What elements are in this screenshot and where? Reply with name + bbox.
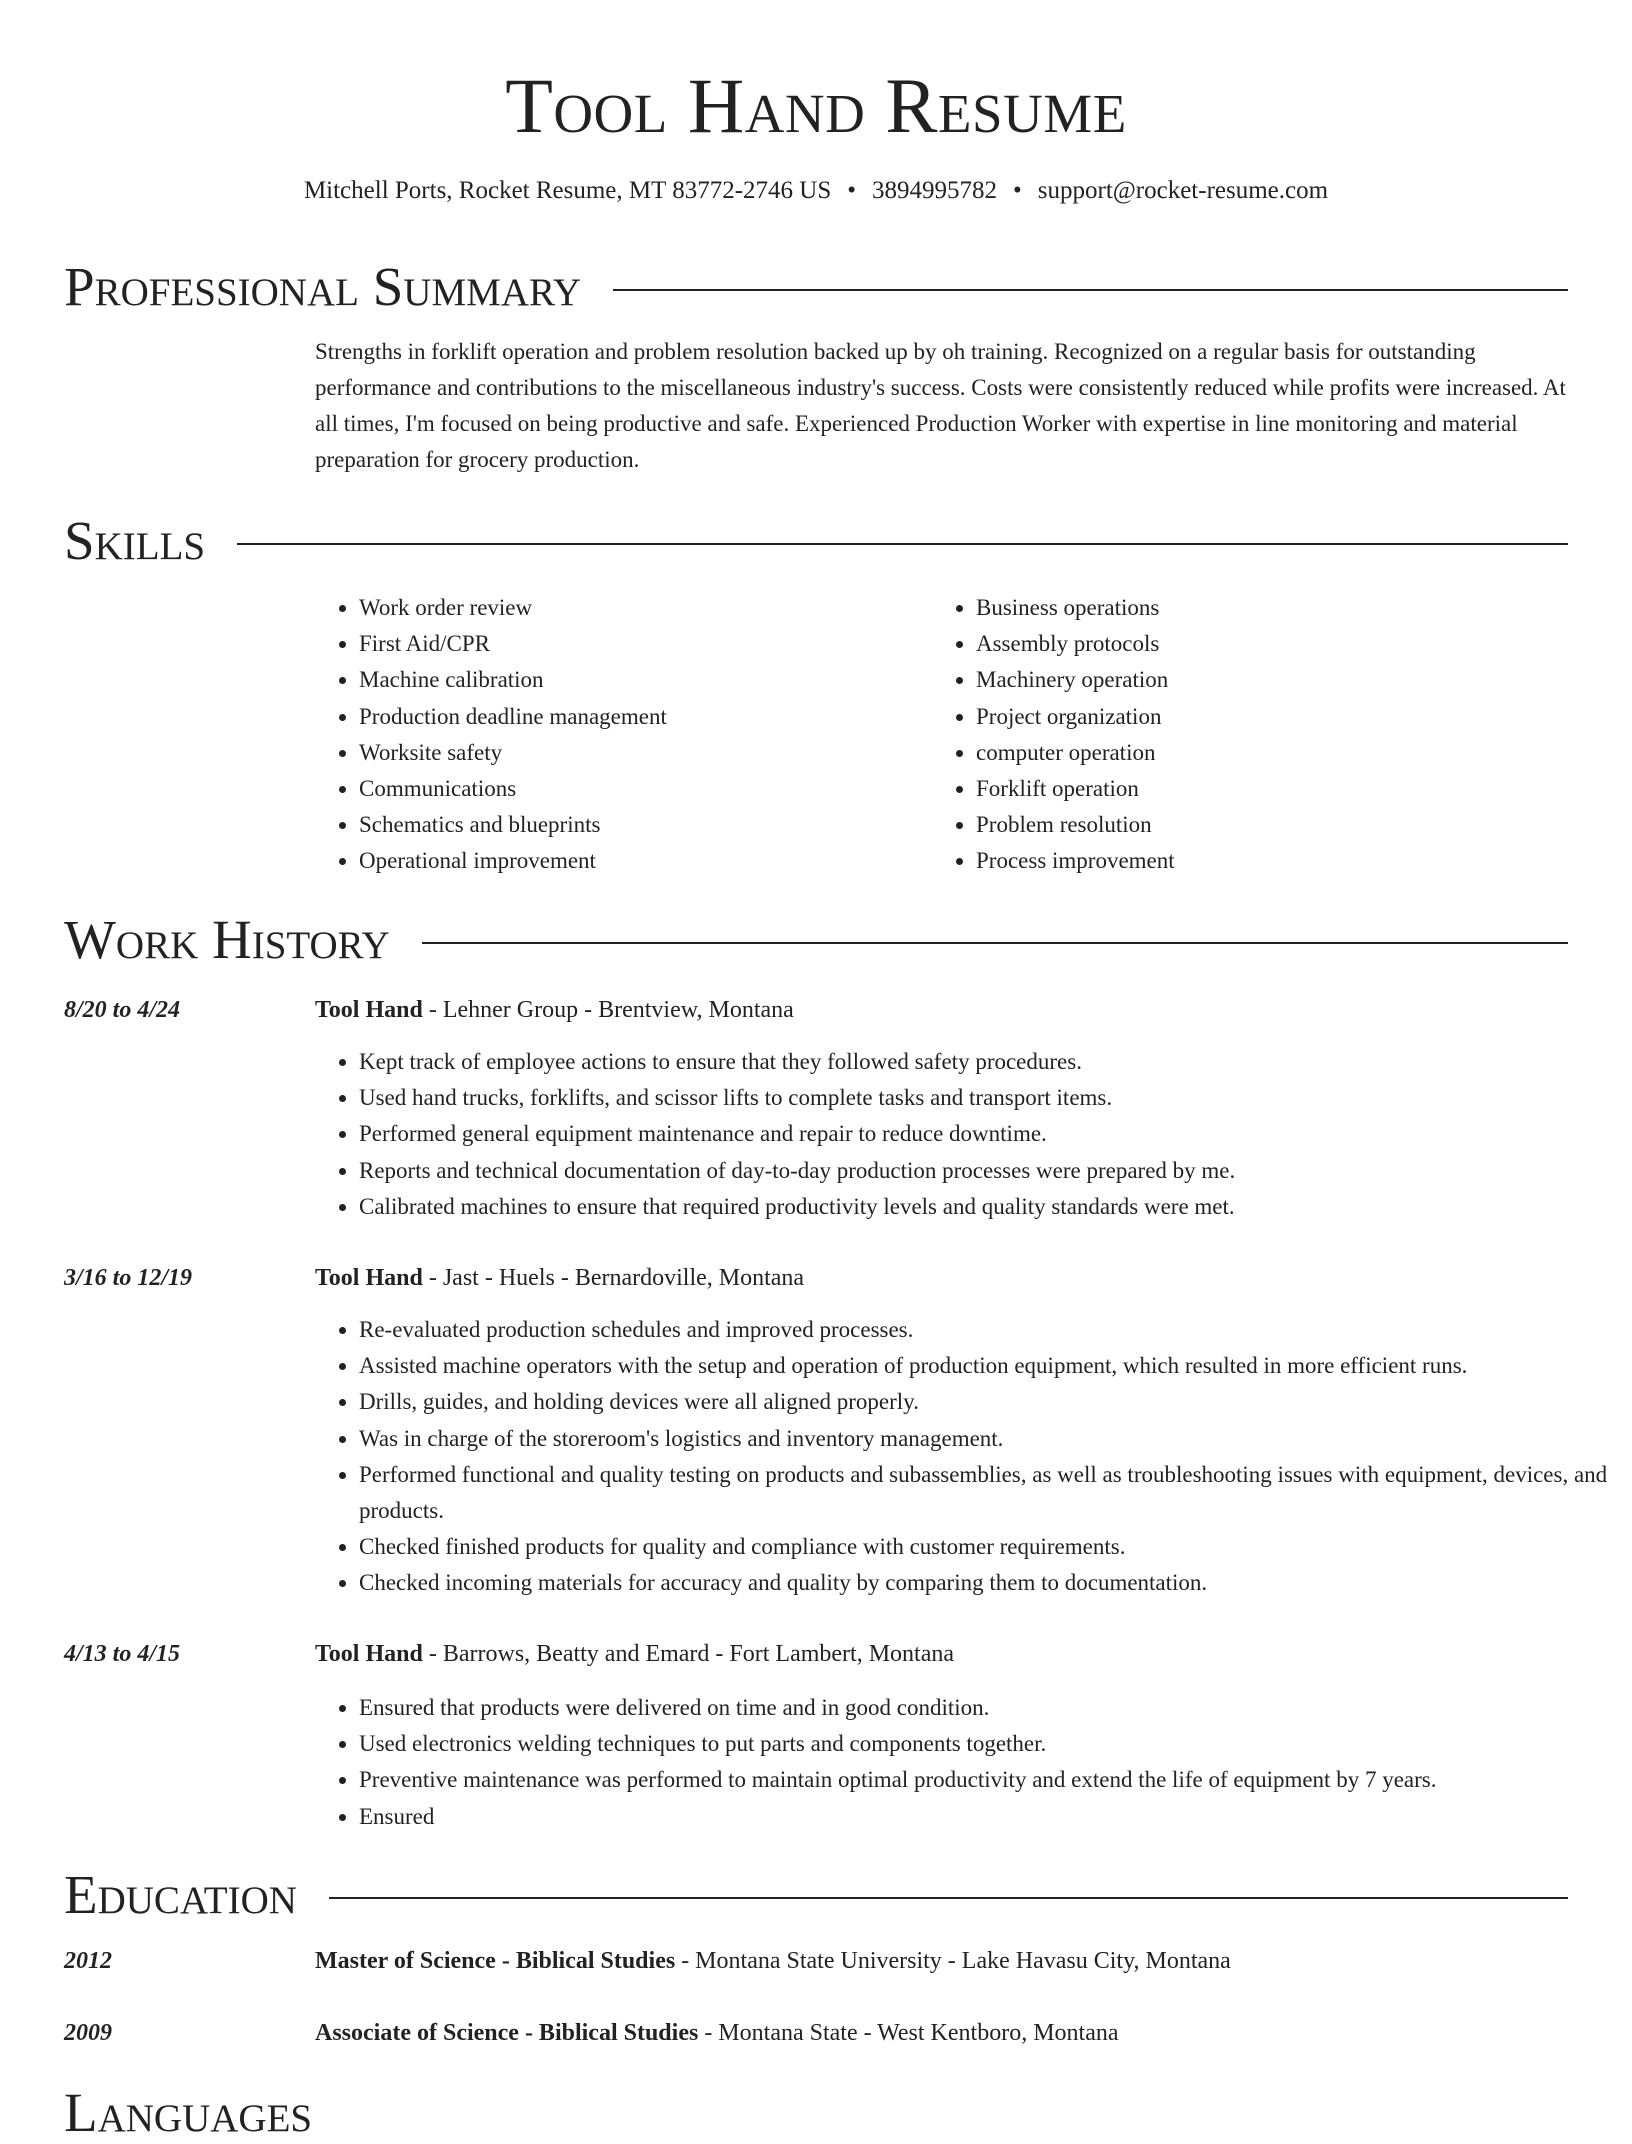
contact-email: support@rocket-resume.com <box>1037 177 1329 204</box>
job-bullet: • Ensured that products were delivered on time and in good condition. <box>359 1690 1613 1726</box>
job-bullets <box>315 1044 1613 1225</box>
education-year: 2009 <box>64 2020 112 2046</box>
education-degree: Associate of Science - Biblical Studies <box>315 2020 699 2046</box>
job-bullet: • Used electronics welding techniques to put parts and components together. <box>359 1726 1613 1762</box>
summary-text: Strengths in forklift operation and problem resolution backed up by oh training. Recognized on a regular basis for outstanding performance and contributions to the miscellaneous industry's success. Costs were consistently reduced while profits were increased. At all times, I'm focused on being productive and safe. Experienced Production Worker with expertise in line monitoring and material preparation for grocery production. <box>315 339 1566 472</box>
skills-list <box>315 590 1569 890</box>
job-bullet: • Kept track of employee actions to ensure that they followed safety procedures. <box>359 1044 1613 1080</box>
job-title: Tool Hand <box>315 1641 423 1667</box>
skill-item: • Machinery operation <box>976 662 1175 698</box>
skill-item: • Schematics and blueprints <box>359 807 667 843</box>
job-bullet: • Used hand trucks, forklifts, and scissor lifts to complete tasks and transport items. <box>359 1080 1613 1116</box>
contact-phone: 3894995782 <box>872 177 997 204</box>
education-details: - Montana State University - Lake Havasu City, Montana <box>675 1948 1231 1974</box>
job-bullet: • Performed functional and quality testing on products and subassemblies, as well as troubleshooting issues with equipment, devices, and products. <box>359 1457 1613 1529</box>
skills-column-right <box>932 590 1175 880</box>
skill-item: • Process improvement <box>976 843 1175 879</box>
skill-item: • Communications <box>359 771 667 807</box>
job-title: Tool Hand <box>315 1265 423 1291</box>
work-history-section <box>64 909 1608 1829</box>
job-title-line <box>315 1637 954 1671</box>
job-bullet: • Preventive maintenance was performed to maintain optimal productivity and extend the life of equipment by 7 years. <box>359 1762 1613 1798</box>
languages-section <box>64 2082 1568 2144</box>
section-header <box>64 256 1568 318</box>
skill-item: • computer operation <box>976 735 1175 771</box>
skill-item: • Problem resolution <box>976 807 1175 843</box>
work-history-heading: Work History <box>64 909 390 970</box>
job-details: - Barrows, Beatty and Emard - Fort Lambert, Montana <box>422 1641 955 1667</box>
skill-item: • Forklift operation <box>976 771 1175 807</box>
summary-heading: Professional Summary <box>64 256 582 317</box>
skill-item: • Project organization <box>976 699 1175 735</box>
education-line <box>315 1944 1231 1978</box>
job-bullet: • Drills, guides, and holding devices were all aligned properly. <box>359 1384 1613 1420</box>
section-divider <box>237 543 1568 545</box>
skill-item: • Business operations <box>976 590 1175 626</box>
job-details: - Lehner Group - Brentview, Montana <box>422 997 794 1023</box>
section-header <box>64 909 1568 971</box>
skill-item: • Assembly protocols <box>976 626 1175 662</box>
skills-heading: Skills <box>64 510 206 571</box>
contact-separator: • <box>1013 177 1022 204</box>
job-title-line <box>315 1261 804 1295</box>
job-title: Tool Hand <box>315 997 423 1023</box>
job-bullet: • Was in charge of the storeroom's logistics and inventory management. <box>359 1421 1613 1457</box>
job-bullet: • Assisted machine operators with the setup and operation of production equipment, which resulted in more efficient runs. <box>359 1348 1613 1384</box>
job-details: - Jast - Huels - Bernardoville, Montana <box>422 1265 805 1291</box>
education-year: 2012 <box>64 1948 112 1974</box>
skill-item: • Machine calibration <box>359 662 667 698</box>
job-dates: 3/16 to 12/19 <box>64 1265 193 1291</box>
skill-item: • Work order review <box>359 590 667 626</box>
contact-line <box>0 174 1632 208</box>
job-bullet: • Checked finished products for quality and compliance with customer requirements. <box>359 1529 1613 1565</box>
section-divider <box>422 942 1568 944</box>
contact-separator: • <box>847 177 856 204</box>
job-title-line <box>315 993 794 1027</box>
skill-item: • Worksite safety <box>359 735 667 771</box>
education-details: - Montana State - West Kentboro, Montana <box>698 2020 1119 2046</box>
job-bullet: • Calibrated machines to ensure that required productivity levels and quality standards were met. <box>359 1189 1613 1225</box>
skill-item: • First Aid/CPR <box>359 626 667 662</box>
languages-heading: Languages <box>64 2082 313 2143</box>
job-bullet: • Ensured <box>359 1799 1613 1835</box>
summary-section <box>64 256 1568 472</box>
skills-section <box>64 510 1568 874</box>
job-dates: 4/13 to 4/15 <box>64 1641 181 1667</box>
education-heading: Education <box>64 1864 297 1925</box>
job-bullets <box>315 1312 1613 1602</box>
job-bullet: • Re-evaluated production schedules and improved processes. <box>359 1312 1613 1348</box>
job-bullet: • Performed general equipment maintenance and repair to reduce downtime. <box>359 1116 1613 1152</box>
skill-item: • Operational improvement <box>359 843 667 879</box>
resume-title: Tool Hand Resume <box>505 62 1127 149</box>
skill-item: • Production deadline management <box>359 699 667 735</box>
education-section <box>64 1864 1568 2046</box>
section-divider <box>613 289 1568 291</box>
job-dates: 8/20 to 4/24 <box>64 997 181 1023</box>
job-bullet: • Reports and technical documentation of day-to-day production processes were prepared by me. <box>359 1153 1613 1189</box>
job-bullets <box>315 1690 1613 1835</box>
education-line <box>315 2016 1119 2050</box>
contact-address: Mitchell Ports, Rocket Resume, MT 83772-2746 US <box>303 177 832 204</box>
job-bullet: • Checked incoming materials for accuracy and quality by comparing them to documentation. <box>359 1565 1613 1601</box>
skills-column-left <box>315 590 667 880</box>
section-header <box>64 1864 1568 1926</box>
section-divider <box>329 1897 1568 1899</box>
education-degree: Master of Science - Biblical Studies <box>315 1948 676 1974</box>
section-header <box>64 2082 1568 2144</box>
section-header <box>64 510 1568 572</box>
